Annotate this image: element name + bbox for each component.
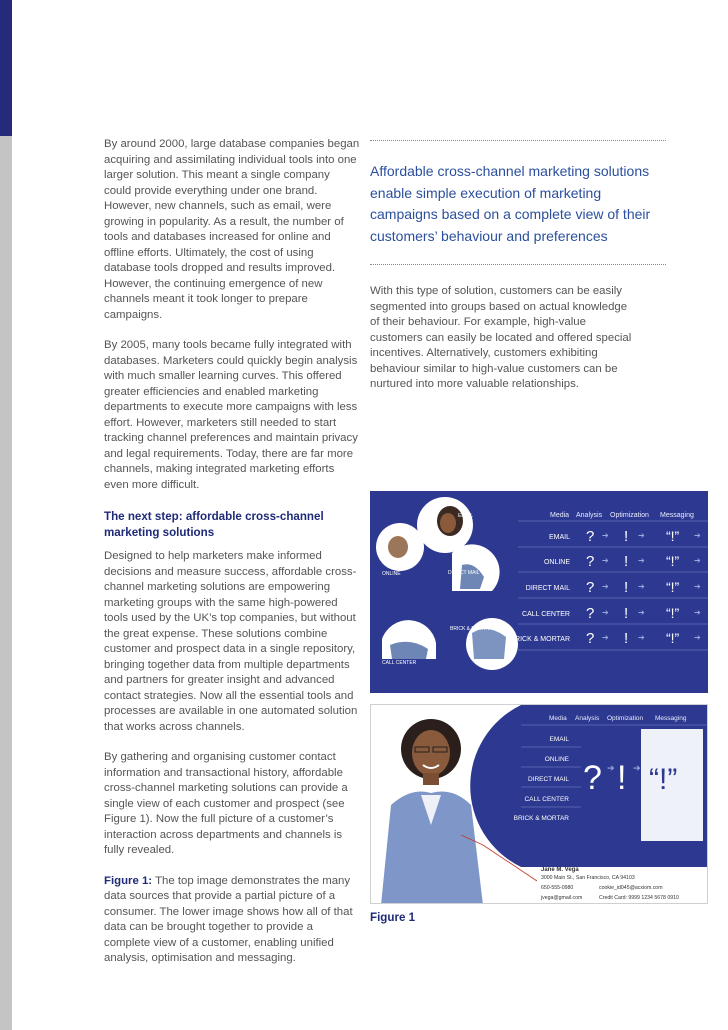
- figure-label: Figure 1: [370, 911, 416, 924]
- contact-address: 3000 Main St., San Francisco, CA 94103: [541, 875, 635, 881]
- figure-caption-text: The top image demonstrates the many data sources that provide a partial picture of a consumer. The lower image shows how all of that data can be brought together to provide a complete view of a customer, enabling unified analysis, optimisation and messaging.: [104, 874, 353, 964]
- header-optimization: Optimization: [610, 512, 649, 519]
- header-messaging: Messaging: [655, 715, 687, 722]
- svg-text:➔: ➔: [602, 556, 609, 565]
- svg-text:➔: ➔: [638, 608, 645, 617]
- section-heading: The next step: affordable cross-channel marketing solutions: [104, 510, 324, 539]
- header-media: Media: [549, 715, 567, 722]
- body-paragraph: By 2005, many tools became fully integrated with databases. Marketers could quickly begin analysis with much smaller learning curves. This offered greater efficiencies and enabled marketing departments to execute more campaigns with less effort. However, marketers still needed to start tracking channel preferences and maintain privacy and legal requirements. Today, there are far more channels, making integrated marketing efforts even more difficult.: [104, 339, 358, 491]
- channel-online: ONLINE: [543, 559, 570, 566]
- figure-caption-label: Figure 1:: [104, 874, 153, 887]
- svg-text:➔: ➔: [638, 633, 645, 642]
- analysis-symbol: ?: [586, 605, 595, 622]
- divider: [370, 264, 666, 265]
- svg-text:➔: ➔: [602, 633, 609, 642]
- contact-phone: 650-555-0980: [541, 885, 574, 891]
- label-email-small: EMAIL: [458, 513, 474, 519]
- svg-text:➔: ➔: [633, 763, 641, 773]
- optimization-symbol: !: [624, 630, 629, 647]
- svg-text:➔: ➔: [602, 531, 609, 540]
- pull-quote: Affordable cross-channel marketing solutions enable simple execution of marketing campaigns based on a complete view of their customers’ behaviour and preferences: [370, 163, 651, 245]
- messaging-symbol: “!”: [666, 630, 680, 646]
- header-optimization: Optimization: [607, 715, 644, 722]
- header-messaging: Messaging: [660, 512, 694, 519]
- figure-image-top: [370, 491, 708, 693]
- svg-text:➔: ➔: [638, 531, 645, 540]
- body-paragraph: With this type of solution, customers can be easily segmented into groups based on actual knowledge of their behaviour. For example, high-value customers can easily be located and offered special incentives. Alternatively, customers exhibiting behaviour similar to high-value customers can be nurtured into more valuable relationships.: [370, 285, 632, 390]
- label-brick-mortar-small: BRICK & MORTAR: [450, 626, 493, 632]
- messaging-symbol: “!”: [666, 553, 680, 569]
- analysis-symbol-large: ?: [583, 759, 602, 797]
- channel-direct-mail: DIRECT MAIL: [527, 776, 569, 783]
- svg-text:➔: ➔: [602, 608, 609, 617]
- messaging-symbol: “!”: [666, 605, 680, 621]
- body-paragraph: By gathering and organising customer contact information and transactional history, affordable cross-channel marketing solutions can provide a single view of each customer and prospect (see Figure 1). Now the full picture of a customer’s interaction across departments and channels is fully revealed.: [104, 751, 348, 856]
- svg-text:➔: ➔: [638, 556, 645, 565]
- svg-text:➔: ➔: [694, 582, 701, 591]
- svg-text:➔: ➔: [694, 608, 701, 617]
- channel-call-center: CALL CENTER: [522, 611, 570, 618]
- body-paragraph: By around 2000, large database companies began acquiring and assimilating individual tools into one larger solution. This meant a single company could provide everything under one brand. However, new channels, such as email, were growing in popularity. As a result, the number of tools and databases increased for online and offline efforts. Ultimately, the cost of using database tools dropped and results improved. However, the continuing emergence of new channels meant it took longer to prepare campaigns.: [104, 138, 360, 321]
- analysis-symbol: ?: [586, 630, 595, 647]
- svg-text:➔: ➔: [607, 763, 615, 773]
- messaging-symbol: “!”: [666, 579, 680, 595]
- page-edge-bar: [0, 0, 12, 1030]
- optimization-symbol: !: [624, 528, 629, 545]
- contact-credit-card: Credit Card: 9999 1234 5678 0910: [599, 895, 679, 901]
- right-column: [370, 284, 632, 393]
- optimization-symbol: !: [624, 605, 629, 622]
- svg-text:➔: ➔: [694, 633, 701, 642]
- channel-email: EMAIL: [548, 534, 570, 541]
- header-media: Media: [550, 512, 570, 519]
- contact-email: jvega@gmail.com: [541, 895, 583, 901]
- optimization-symbol: !: [624, 553, 629, 570]
- single-view-diagram: [371, 705, 708, 904]
- body-paragraph: Designed to help marketers make informed decisions and measure success, affordable cross-channel marketing solutions are empowering marketing groups with the same high-powered tools used by the UK’s top companies, but without the great expense. These solutions combine customer and prospect data in a single repository, bringing together data from multiple departments and partners for greater insight and advanced contact strategies. Now all the essential tools and processes are available in one automated solution that works across channels.: [104, 550, 358, 733]
- svg-text:➔: ➔: [602, 582, 609, 591]
- optimization-symbol: !: [624, 579, 629, 596]
- pull-quote-block: [370, 140, 666, 265]
- svg-text:➔: ➔: [694, 556, 701, 565]
- svg-text:➔: ➔: [694, 531, 701, 540]
- analysis-symbol: ?: [586, 528, 595, 545]
- channel-direct-mail: DIRECT MAIL: [525, 585, 570, 592]
- contact-name: Jane M. Vega: [541, 867, 579, 873]
- fragment-online: [376, 523, 424, 571]
- left-column: [104, 137, 360, 967]
- channel-brick-mortar: BRICK & MORTAR: [513, 815, 569, 822]
- channel-email: EMAIL: [549, 736, 569, 743]
- header-analysis: Analysis: [575, 715, 600, 722]
- messaging-symbol: “!”: [666, 528, 680, 544]
- channel-brick-mortar: BRICK & MORTAR: [510, 636, 570, 643]
- analysis-symbol: ?: [586, 579, 595, 596]
- page-edge-accent: [0, 0, 12, 136]
- svg-text:➔: ➔: [638, 582, 645, 591]
- channel-online: ONLINE: [544, 756, 569, 763]
- channel-fragments-diagram: [370, 491, 708, 693]
- optimization-symbol-large: !: [617, 759, 627, 797]
- label-online-small: ONLINE: [382, 571, 401, 577]
- label-direct-mail-small: DIRECT MAIL: [448, 570, 480, 576]
- fragment-email: [417, 497, 473, 553]
- contact-cookie: cookie_id045@acxiom.com: [599, 885, 663, 891]
- header-analysis: Analysis: [576, 512, 603, 519]
- figure-caption: [104, 874, 360, 967]
- figure-image-bottom: [370, 704, 708, 904]
- channel-call-center: CALL CENTER: [524, 796, 569, 803]
- divider: [370, 140, 666, 141]
- label-call-center-small: CALL CENTER: [382, 660, 417, 666]
- analysis-symbol: ?: [586, 553, 595, 570]
- messaging-symbol-large: “!”: [649, 763, 678, 796]
